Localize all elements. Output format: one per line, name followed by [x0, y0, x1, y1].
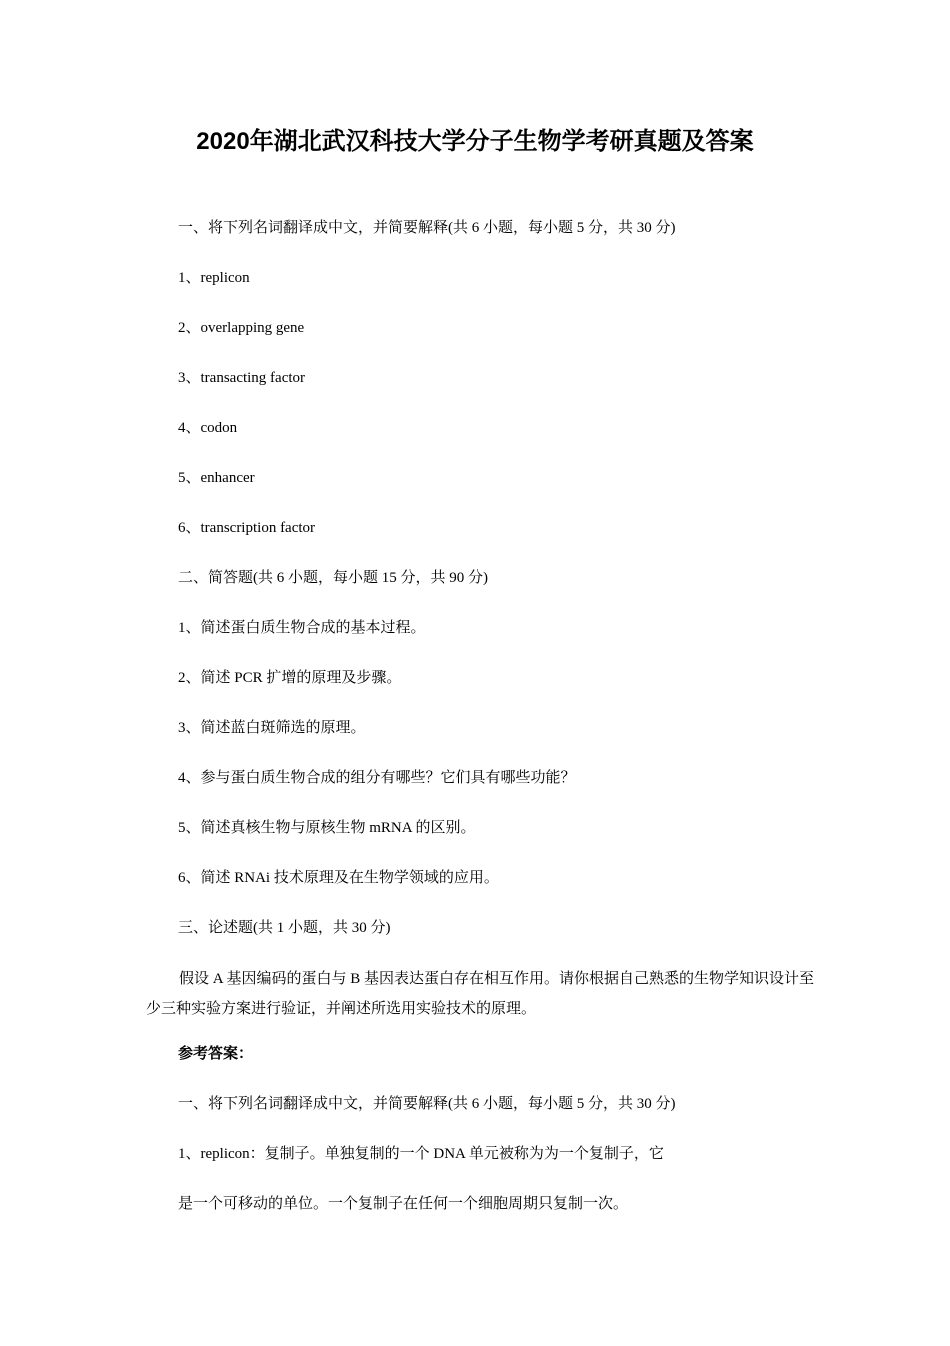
section2-item-1: 1、简述蛋白质生物合成的基本过程。: [178, 620, 426, 636]
section2-item-2: 2、简述 PCR 扩增的原理及步骤。: [178, 670, 402, 686]
section2-item-6: 6、简述 RNAi 技术原理及在生物学领域的应用。: [178, 870, 499, 886]
section1-item-2: 2、overlapping gene: [178, 320, 305, 336]
section1-item-4: 4、codon: [178, 420, 238, 436]
section3-paragraph: 假设 A 基因编码的蛋白与 B 基因表达蛋白存在相互作用。请你根据自己熟悉的生物学知识设计至少三种实验方案进行验证，并阐述所选用实验技术的原理。: [146, 971, 815, 1017]
answer-1-line-2: 是一个可移动的单位。一个复制子在任何一个细胞周期只复制一次。: [178, 1196, 629, 1212]
document-title: 2020年湖北武汉科技大学分子生物学考研真题及答案: [196, 128, 754, 155]
section1-item-6: 6、transcription factor: [178, 520, 316, 536]
section1-heading: 一、将下列名词翻译成中文，并简要解释(共 6 小题，每小题 5 分，共 30 分): [178, 220, 676, 236]
section2-item-5: 5、简述真核生物与原核生物 mRNA 的区别。: [178, 820, 476, 836]
section1-item-1: 1、replicon: [178, 270, 250, 286]
section1-item-5: 5、enhancer: [178, 470, 255, 486]
answers-section1-heading: 一、将下列名词翻译成中文，并简要解释(共 6 小题，每小题 5 分，共 30 分): [178, 1096, 676, 1112]
section2-heading: 二、简答题(共 6 小题，每小题 15 分，共 90 分): [178, 570, 488, 586]
answers-heading: 参考答案：: [178, 1046, 254, 1062]
section2-item-3: 3、简述蓝白斑筛选的原理。: [178, 720, 366, 736]
section3-heading: 三、论述题(共 1 小题，共 30 分): [178, 920, 391, 936]
answer-1-line-1: 1、replicon：复制子。单独复制的一个 DNA 单元被称为为一个复制子，它: [178, 1146, 664, 1162]
section1-item-3: 3、transacting factor: [178, 370, 306, 386]
section2-item-4: 4、参与蛋白质生物合成的组分有哪些？它们具有哪些功能？: [178, 770, 576, 786]
